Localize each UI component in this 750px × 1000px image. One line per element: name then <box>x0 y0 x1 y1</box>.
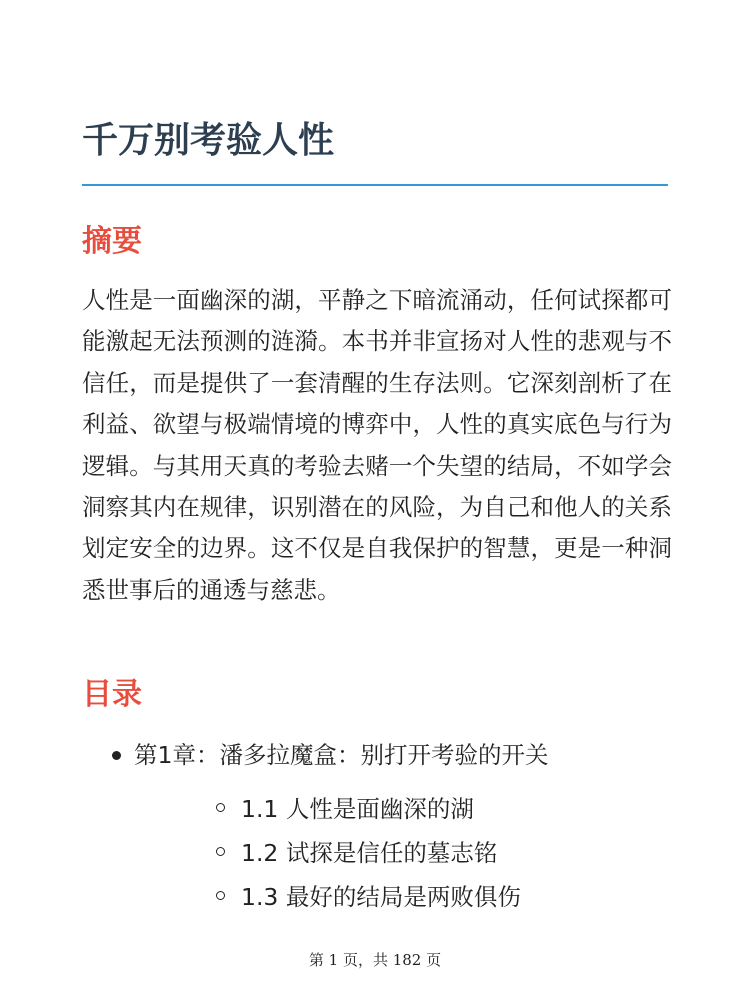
hollow-bullet-icon <box>216 891 225 900</box>
toc-section-1-2[interactable] <box>134 831 668 875</box>
summary-heading: 摘要 <box>82 224 142 259</box>
toc-section-1-1[interactable] <box>134 787 668 831</box>
toc-section-list <box>134 787 668 919</box>
toc-section-1-3[interactable] <box>134 875 668 919</box>
toc-section-label: 1.1 人性是面幽深的湖 <box>241 795 474 823</box>
toc-heading: 目录 <box>82 677 142 712</box>
page-footer: 第 1 页，共 182 页 <box>308 951 442 969</box>
toc-chapter-label: 第1章：潘多拉魔盒：别打开考验的开关 <box>134 741 549 769</box>
toc-chapter-1[interactable] <box>82 733 668 919</box>
toc-section-label: 1.2 试探是信任的墓志铭 <box>241 839 498 867</box>
summary-paragraph: 人性是一面幽深的湖，平静之下暗流涌动，任何试探都可能激起无法预测的涟漪。本书并非宣扬对人性的悲观与不信任，而是提供了一套清醒的生存法则。它深刻剖析了在利益、欲望与极端情境的博弈中，人性的真实底色与行为逻辑。与其用天真的考验去赌一个失望的结局，不如学会洞察其内在规律，识别潜在的风险，为自己和他人的关系划定安全的边界。这不仅是自我保护的智慧，更是一种洞悉世事后的通透与慈悲。 <box>82 286 672 604</box>
toc-section-label: 1.3 最好的结局是两败俱伤 <box>241 883 521 911</box>
hollow-bullet-icon <box>216 847 225 856</box>
document-page <box>82 0 672 1000</box>
document-title: 千万别考验人性 <box>82 120 335 161</box>
bullet-icon <box>112 751 121 760</box>
title-divider <box>82 184 668 186</box>
hollow-bullet-icon <box>216 803 225 812</box>
table-of-contents <box>82 733 668 919</box>
